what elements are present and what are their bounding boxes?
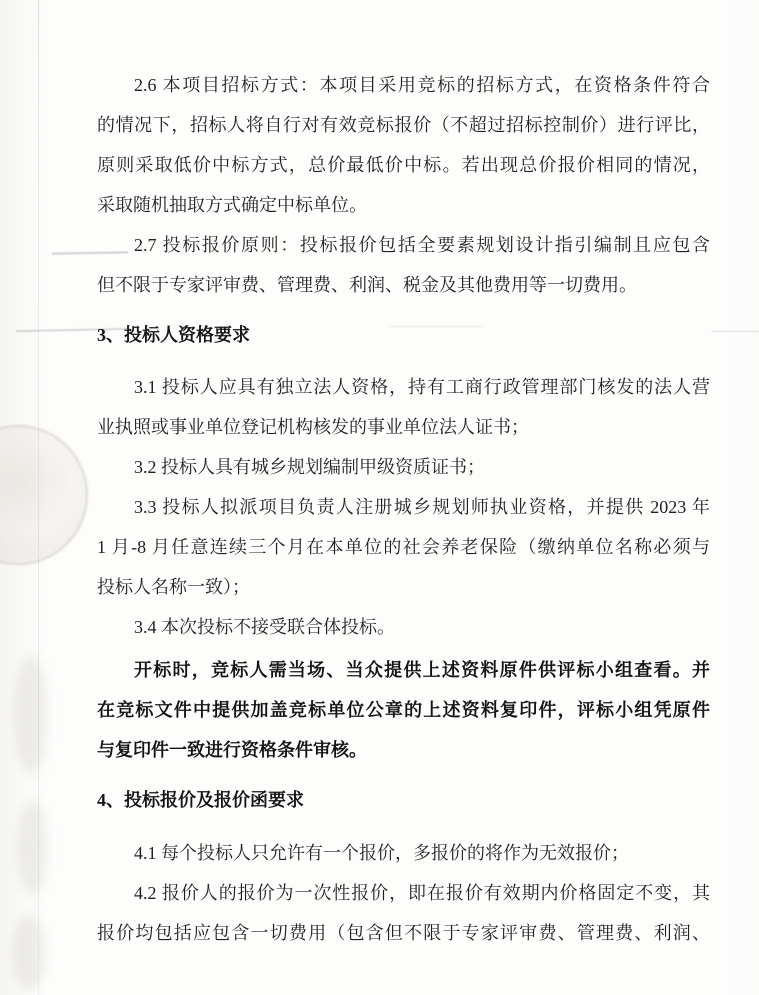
clause-3-2-line-1: 3.2 投标人具有城乡规划编制甲级资质证书； xyxy=(134,457,485,477)
clause-4-2-line-1: 4.2 报价人的报价为一次性报价，即在报价有效期内价格固定不变，其 xyxy=(134,883,710,903)
clause-3-4-line-1: 3.4 本次投标不接受联合体投标。 xyxy=(134,617,395,637)
stamp-artifact xyxy=(0,425,88,565)
clause-2-6-line-1: 2.6 本项目招标方式：本项目采用竞标的招标方式，在资格条件符合 xyxy=(134,75,710,95)
section-heading-3: 3、投标人资格要求 xyxy=(97,325,250,345)
scan-smudge xyxy=(18,800,48,895)
clause-2-6-line-2: 的情况下，招标人将自行对有效竞标报价（不超过招标控制价）进行评比， xyxy=(97,115,710,135)
clause-4-1-line-1: 4.1 每个投标人只允许有一个报价，多报价的将作为无效报价； xyxy=(134,843,629,863)
scan-mark xyxy=(712,331,759,332)
section-heading-4: 4、投标报价及报价函要求 xyxy=(97,790,304,810)
scan-smudge xyxy=(14,655,48,775)
clause-4-2-line-2: 报价均包括应包含一切费用（包含但不限于专家评审费、管理费、利润、 xyxy=(97,923,710,943)
bid-opening-paragraph-line-3: 与复印件一致进行资格条件审核。 xyxy=(97,740,367,760)
clause-3-3-line-3: 投标人名称一致）； xyxy=(97,577,250,597)
clause-2-7-line-1: 2.7 投标报价原则：投标报价包括全要素规划设计指引编制且应包含 xyxy=(134,235,710,255)
document-text xyxy=(97,65,710,953)
clause-3-3-line-1: 3.3 投标人拟派项目负责人注册城乡规划师执业资格，并提供 2023 年 xyxy=(134,497,710,517)
clause-2-6-line-4: 采取随机抽取方式确定中标单位。 xyxy=(97,195,367,215)
clause-2-7-line-2: 但不限于专家评审费、管理费、利润、税金及其他费用等一切费用。 xyxy=(97,275,637,295)
clause-3-3-line-2: 1 月-8 月任意连续三个月在本单位的社会养老保险（缴纳单位名称必须与 xyxy=(97,537,710,557)
clause-2-6-line-3: 原则采取低价中标方式，总价最低价中标。若出现总价报价相同的情况， xyxy=(97,155,710,175)
clause-3-1-line-2: 业执照或事业单位登记机构核发的事业单位法人证书； xyxy=(97,417,529,437)
bid-opening-paragraph-line-1: 开标时，竞标人需当场、当众提供上述资料原件供评标小组查看。并 xyxy=(134,660,710,680)
bid-opening-paragraph-line-2: 在竞标文件中提供加盖竞标单位公章的上述资料复印件，评标小组凭原件 xyxy=(97,700,710,720)
scan-smudge xyxy=(12,915,46,990)
clause-3-1-line-1: 3.1 投标人应具有独立法人资格，持有工商行政管理部门核发的法人营 xyxy=(134,377,710,397)
